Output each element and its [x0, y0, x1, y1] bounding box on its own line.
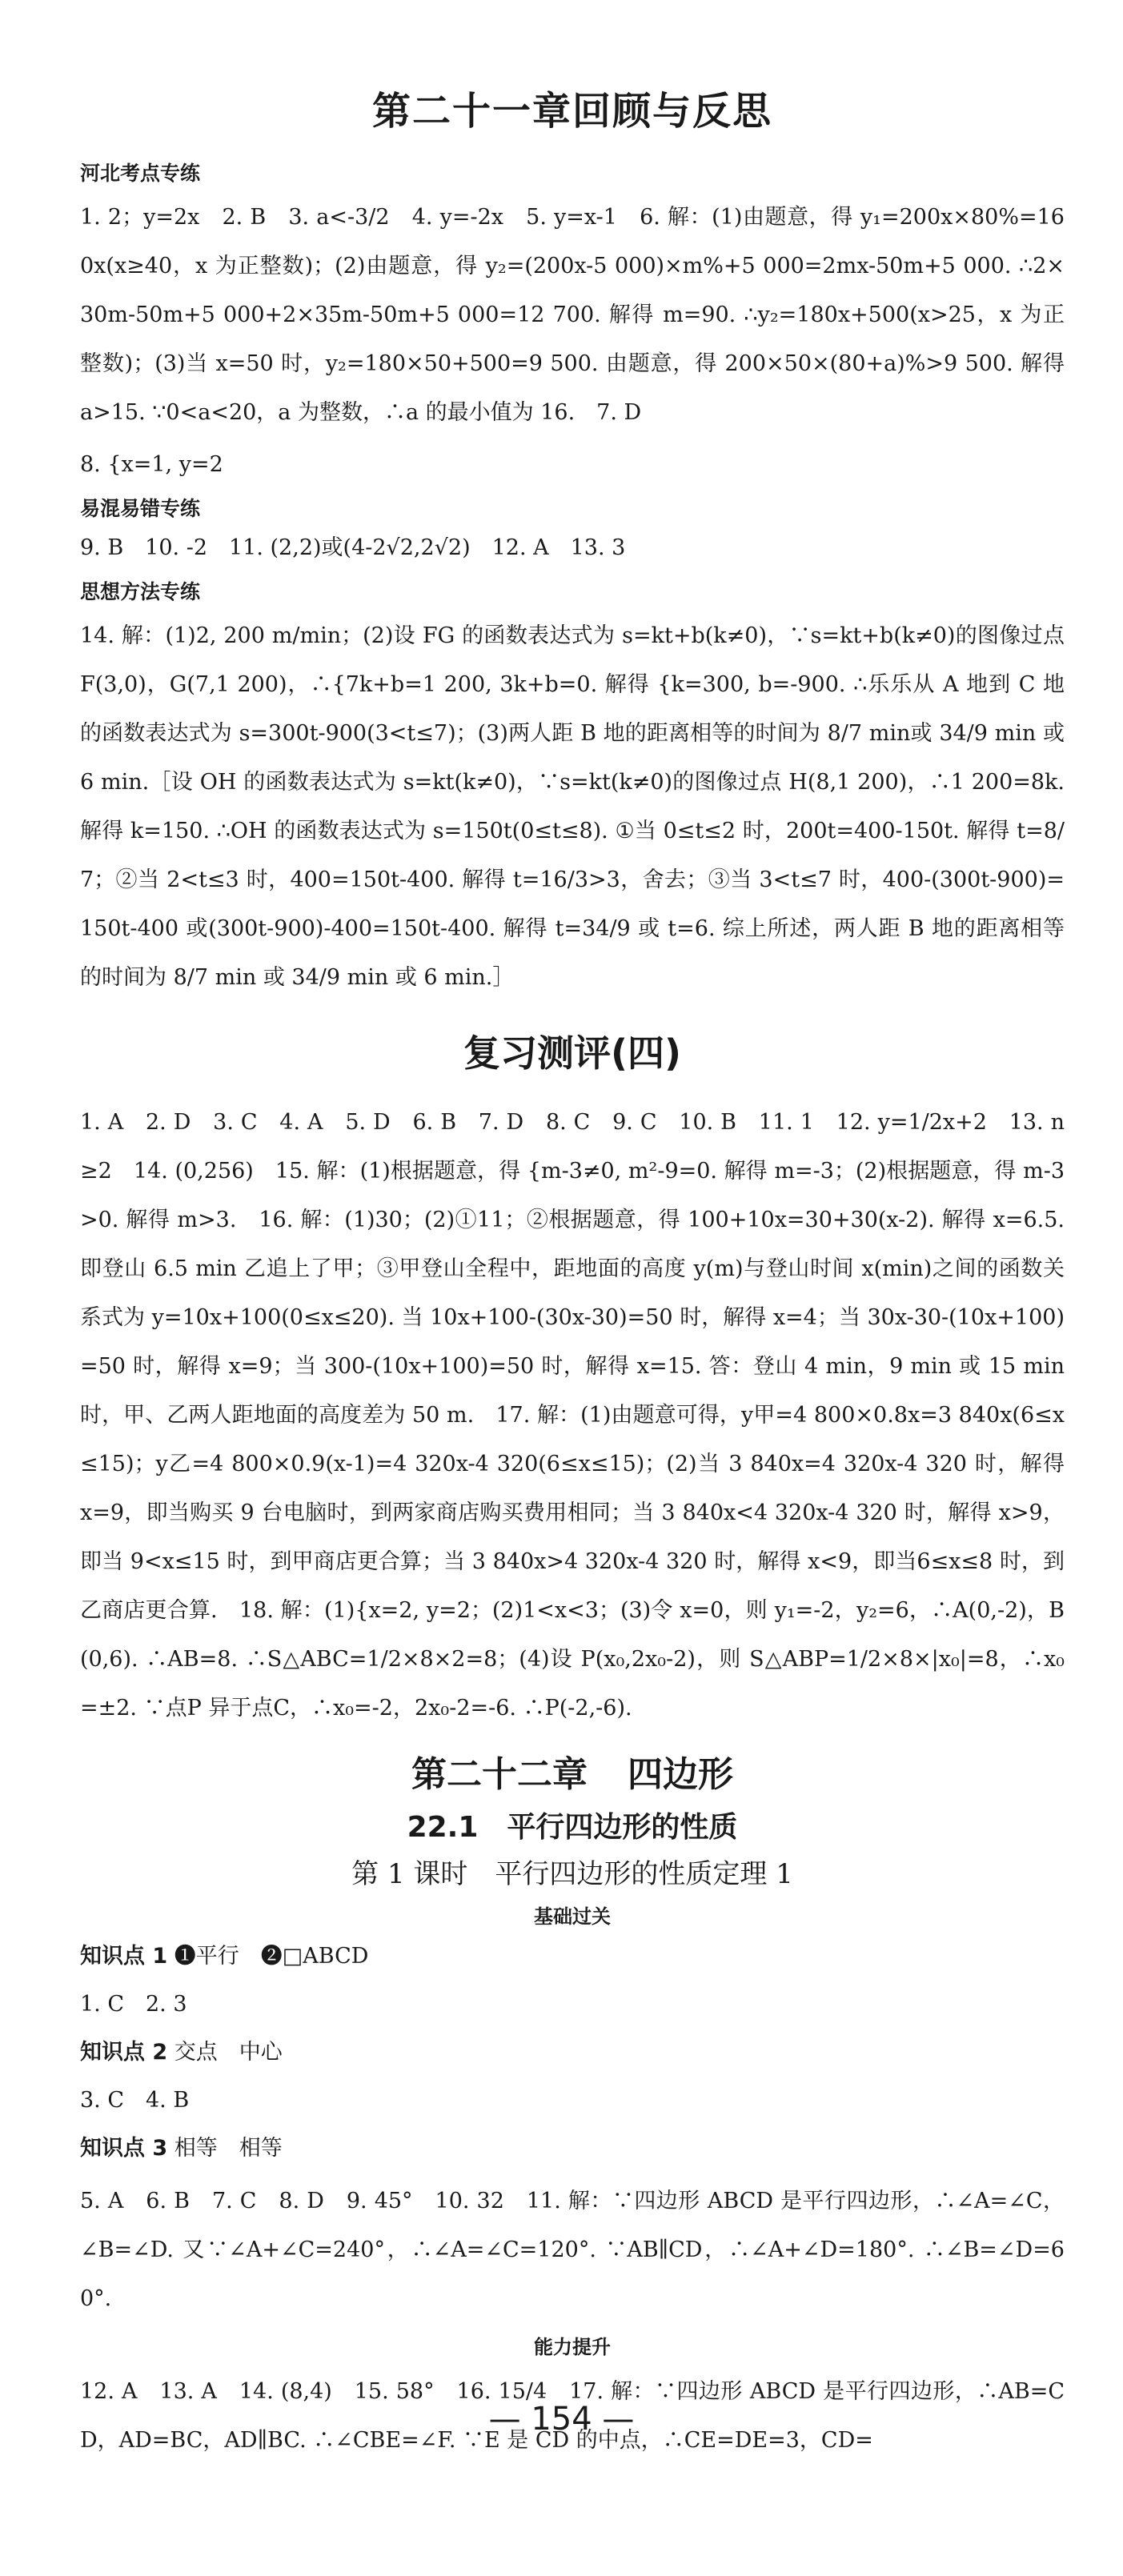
- kp1-title: 知识点 1: [80, 1944, 168, 1969]
- confusion-section-label: 易混易错专练: [80, 497, 201, 520]
- ability-answers: 12. A 13. A 14. (8,4) 15. 58° 16. 15/4 17. 解：∵四边形 ABCD 是平行四边形，∴AB=CD，AD=BC，AD∥BC. ∴∠CBE=∠F. ∵E 是 CD 的中点，∴CE=DE=3，CD=: [80, 2379, 1065, 2453]
- confusion-answers: 9. B 10. -2 11. (2,2)或(4-2√2,2√2) 12. A 13. 3: [80, 535, 626, 560]
- chapter-21-title: 第二十一章回顾与反思: [371, 89, 772, 134]
- knowledge-point-3: [80, 2129, 1065, 2169]
- kp3-answers: 5. A 6. B 7. C 8. D 9. 45° 10. 32 11. 解：∵四边形 ABCD 是平行四边形，∴∠A=∠C，∠B=∠D. 又∵∠A+∠C=240°，∴∠A=∠C=120°. ∵AB∥CD，∴∠A+∠D=180°. ∴∠B=∠D=60°.: [80, 2189, 1065, 2311]
- section-22-1-title: 22.1 平行四边形的性质: [407, 1811, 738, 1844]
- hebei-answers: 1. 2；y=2x 2. B 3. a<-3/2 4. y=-2x 5. y=x-1 6. 解：(1)由题意，得 y₁=200x×80%=160x(x≥40，x 为正整数)；(2)由题意，得 y₂=(200x-5 000)×m%+5 000=2mx-50m+5 000. ∴2×30m-50m+5 000+2×35m-50m+5 000=12 700. 解得 m=90. ∴y₂=180x+500(x>25，x 为正整数)；(3)当 x=50 时，y₂=180×50+500=9 500. 由题意，得 200×50×(80+a)%>9 500. 解得 a>15. ∵0<a<20，a 为整数，∴a 的最小值为 16. 7. D: [80, 205, 1065, 425]
- methods-answers: 14. 解：(1)2, 200 m/min；(2)设 FG 的函数表达式为 s=kt+b(k≠0)，∵s=kt+b(k≠0)的图像过点 F(3,0)，G(7,1 200)，∴{7k+b=1 200, 3k+b=0. 解得 {k=300, b=-900. ∴乐乐从 A 地到 C 地的函数表达式为 s=300t-900(3<t≤7)；(3)两人距 B 地的距离相等的时间为 8/7 min或 34/9 min 或 6 min.［设 OH 的函数表达式为 s=kt(k≠0)，∵s=kt(k≠0)的图像过点 H(8,1 200)，∴1 200=8k. 解得 k=150. ∴OH 的函数表达式为 s=150t(0≤t≤8). ①当 0≤t≤2 时，200t=400-150t. 解得 t=8/7；②当 2<t≤3 时，400=150t-400. 解得 t=16/3>3，舍去；③当 3<t≤7 时，400-(300t-900)=150t-400 或(300t-900)-400=150t-400. 解得 t=34/9 或 t=6. 综上所述，两人距 B 地的距离相等的时间为 8/7 min 或 34/9 min 或 6 min.］: [80, 623, 1065, 990]
- kp3-title: 知识点 3: [80, 2136, 168, 2161]
- kp2-title: 知识点 2: [80, 2040, 168, 2065]
- chapter-22-title: [80, 1745, 1065, 1797]
- kp2-text: 交点 中心: [174, 2040, 283, 2065]
- chapter-22-name: 四边形: [628, 1754, 733, 1795]
- kp3-text: 相等 相等: [174, 2136, 283, 2161]
- q8-answer: 8. {x=1, y=2: [80, 452, 223, 477]
- kp2-answers: 3. C 4. B: [80, 2088, 190, 2113]
- page-content: [80, 80, 1065, 2473]
- basic-label: 基础过关: [534, 1905, 611, 1928]
- knowledge-point-2: [80, 2033, 1065, 2073]
- kp1-text: ❶平行 ❷□ABCD: [174, 1944, 369, 1969]
- page-number: — 154 —: [488, 2401, 635, 2438]
- kp1-answers: 1. C 2. 3: [80, 1992, 187, 2017]
- review-4-title: 复习测评(四): [463, 1032, 682, 1075]
- chapter-22-number: 第二十二章: [411, 1754, 588, 1795]
- methods-section-label: 思想方法专练: [80, 580, 201, 603]
- knowledge-point-1: [80, 1937, 1065, 1977]
- hebei-section-label: 河北考点专练: [80, 162, 201, 185]
- lesson-title: 第 1 课时 平行四边形的性质定理 1: [351, 1858, 793, 1890]
- review-4-answers: 1. A 2. D 3. C 4. A 5. D 6. B 7. D 8. C 9. C 10. B 11. 1 12. y=1/2x+2 13. n≥2 14. (0,256) 15. 解：(1)根据题意，得 {m-3≠0, m²-9=0. 解得 m=-3；(2)根据题意，得 m-3>0. 解得 m>3. 16. 解：(1)30；(2)①11；②根据题意，得 100+10x=30+30(x-2). 解得 x=6.5. 即登山 6.5 min 乙追上了甲；③甲登山全程中，距地面的高度 y(m)与登山时间 x(min)之间的函数关系式为 y=10x+100(0≤x≤20). 当 10x+100-(30x-30)=50 时，解得 x=4；当 30x-30-(10x+100)=50 时，解得 x=9；当 300-(10x+100)=50 时，解得 x=15. 答：登山 4 min，9 min 或 15 min 时，甲、乙两人距地面的高度差为 50 m. 17. 解：(1)由题意可得，y甲=4 800×0.8x=3 840x(6≤x≤15)；y乙=4 800×0.9(x-1)=4 320x-4 320(6≤x≤15)；(2)当 3 840x=4 320x-4 320 时，解得 x=9，即当购买 9 台电脑时，到两家商店购买费用相同；当 3 840x<4 320x-4 320 时，解得 x>9，即当 9<x≤15 时，到甲商店更合算；当 3 840x>4 320x-4 320 时，解得 x<9，即当6≤x≤8 时，到乙商店更合算. 18. 解：(1){x=2, y=2；(2)1<x<3；(3)令 x=0，则 y₁=-2，y₂=6，∴A(0,-2)，B(0,6). ∴AB=8. ∴S△ABC=1/2×8×2=8；(4)设 P(x₀,2x₀-2)，则 S△ABP=1/2×8×|x₀|=8，∴x₀=±2. ∵点P 异于点C，∴x₀=-2，2x₀-2=-6. ∴P(-2,-6).: [80, 1110, 1065, 1721]
- ability-label: 能力提升: [534, 2336, 611, 2358]
